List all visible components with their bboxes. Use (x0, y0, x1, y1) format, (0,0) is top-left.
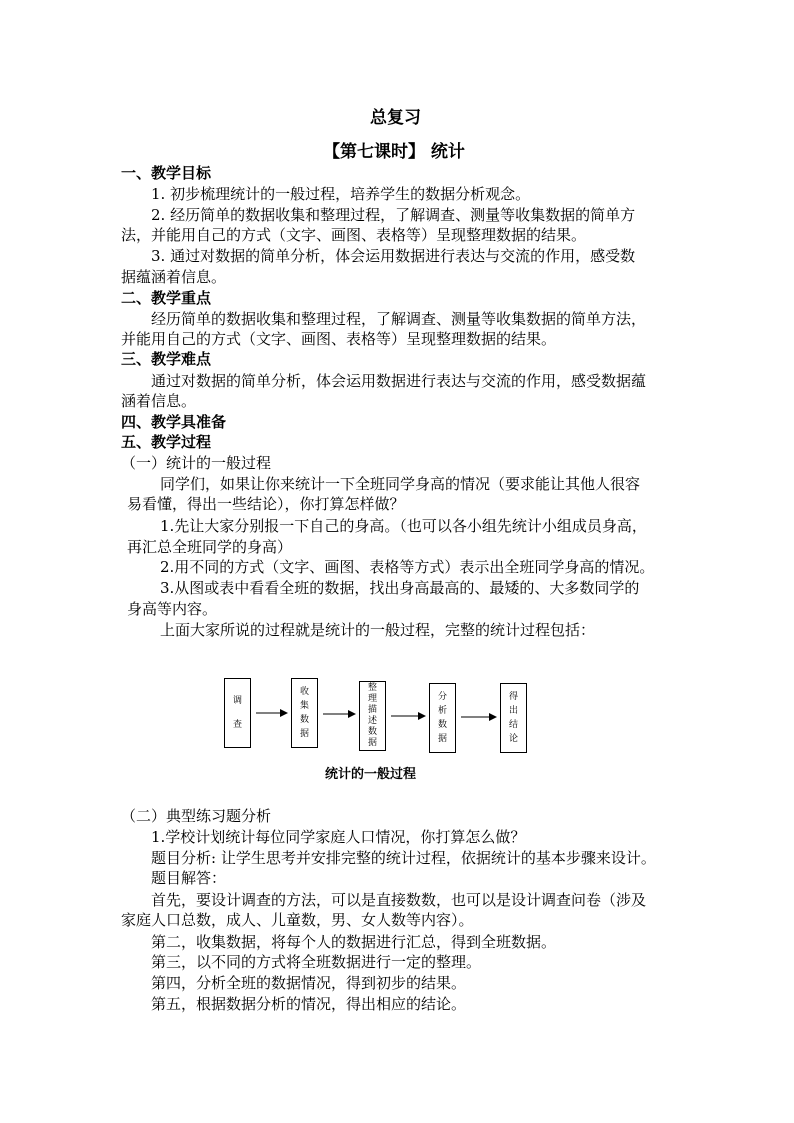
heading-key-points: 二、教学重点 (121, 289, 212, 307)
goal-2-line1: 2. 经历简单的数据收集和整理过程，了解调查、测量等收集数据的简单方 (151, 206, 636, 224)
part1-para-line1: 同学们，如果让你来统计一下全班同学身高的情况（要求能让其他人很容 (160, 475, 641, 493)
difficult-line2: 涵着信息。 (121, 392, 197, 410)
key-line2: 并能用自己的方式（文字、画图、表格等）呈现整理数据的结果。 (121, 330, 557, 348)
key-line1: 经历简单的数据收集和整理过程，了解调查、测量等收集数据的简单方法， (151, 310, 647, 328)
goal-2-line2: 法，并能用自己的方式（文字、画图、表格等）呈现整理数据的结果。 (121, 226, 587, 244)
page-title: 总复习 (370, 108, 421, 128)
answer-3: 第三，以不同的方式将全班数据进行一定的整理。 (151, 953, 482, 971)
question-analysis: 题目分析: 让学生思考并安排完整的统计过程，依据统计的基本步骤来设计。 (151, 849, 656, 867)
goal-1: 1. 初步梳理统计的一般过程，培养学生的数据分析观念。 (151, 185, 531, 203)
answer-2: 第二，收集数据，将每个人的数据进行汇总，得到全班数据。 (151, 933, 557, 951)
flow-step-collect: 收 集 数 据 (291, 678, 318, 748)
flow-step-survey: 调 查 (224, 678, 251, 748)
flow-step-organize: 整 理 描 述 数 据 (359, 681, 386, 751)
flow-step-conclude: 得 出 结 论 (500, 683, 527, 753)
answer-4: 第四，分析全班的数据情况，得到初步的结果。 (151, 974, 467, 992)
difficult-line1: 通过对数据的简单分析，体会运用数据进行表达与交流的作用，感受数据蕴 (151, 372, 647, 390)
part2-heading: （二）典型练习题分析 (121, 807, 272, 825)
goal-3-line2: 据蕴涵着信息。 (121, 268, 227, 286)
step2: 2.用不同的方式（文字、画图、表格等方式）表示出全班同学身高的情况。 (160, 558, 655, 576)
answer-1-line1: 首先，要设计调查的方法，可以是直接数数，也可以是设计调查问卷（涉及 (151, 891, 647, 909)
answer-5: 第五，根据数据分析的情况，得出相应的结论。 (151, 995, 467, 1013)
summary-line: 上面大家所说的过程就是统计的一般过程，完整的统计过程包括： (160, 621, 596, 639)
lesson-subtitle: 【第七课时】 统计 (323, 142, 465, 162)
goal-3-line1: 3. 通过对数据的简单分析，体会运用数据进行表达与交流的作用，感受数 (151, 247, 636, 265)
answer-label: 题目解答： (151, 869, 227, 887)
step1-line2: 再汇总全班同学的身高） (127, 538, 293, 556)
heading-process: 五、教学过程 (121, 433, 212, 451)
step3-line1: 3.从图或表中看看全班的数据，找出身高最高的、最矮的、大多数同学的 (160, 579, 640, 597)
step1-line1: 1.先让大家分别报一下自己的身高。（也可以各小组先统计小组成员身高， (160, 517, 647, 535)
step3-line2: 身高等内容。 (127, 600, 218, 618)
flow-step-analyze: 分 析 数 据 (429, 683, 456, 753)
question-1: 1.学校计划统计每位同学家庭人口情况，你打算怎么做？ (151, 828, 526, 846)
part1-para-line2: 易看懂，得出一些结论），你打算怎样做？ (127, 495, 405, 513)
heading-difficulties: 三、教学难点 (121, 350, 212, 368)
heading-preparation: 四、教学具准备 (121, 413, 227, 431)
part1-heading: （一）统计的一般过程 (121, 454, 272, 472)
heading-goals: 一、教学目标 (121, 164, 212, 182)
flowchart-caption: 统计的一般过程 (325, 767, 417, 782)
answer-1-line2: 家庭人口总数，成人、儿童数，男、女人数等内容）。 (121, 911, 474, 929)
